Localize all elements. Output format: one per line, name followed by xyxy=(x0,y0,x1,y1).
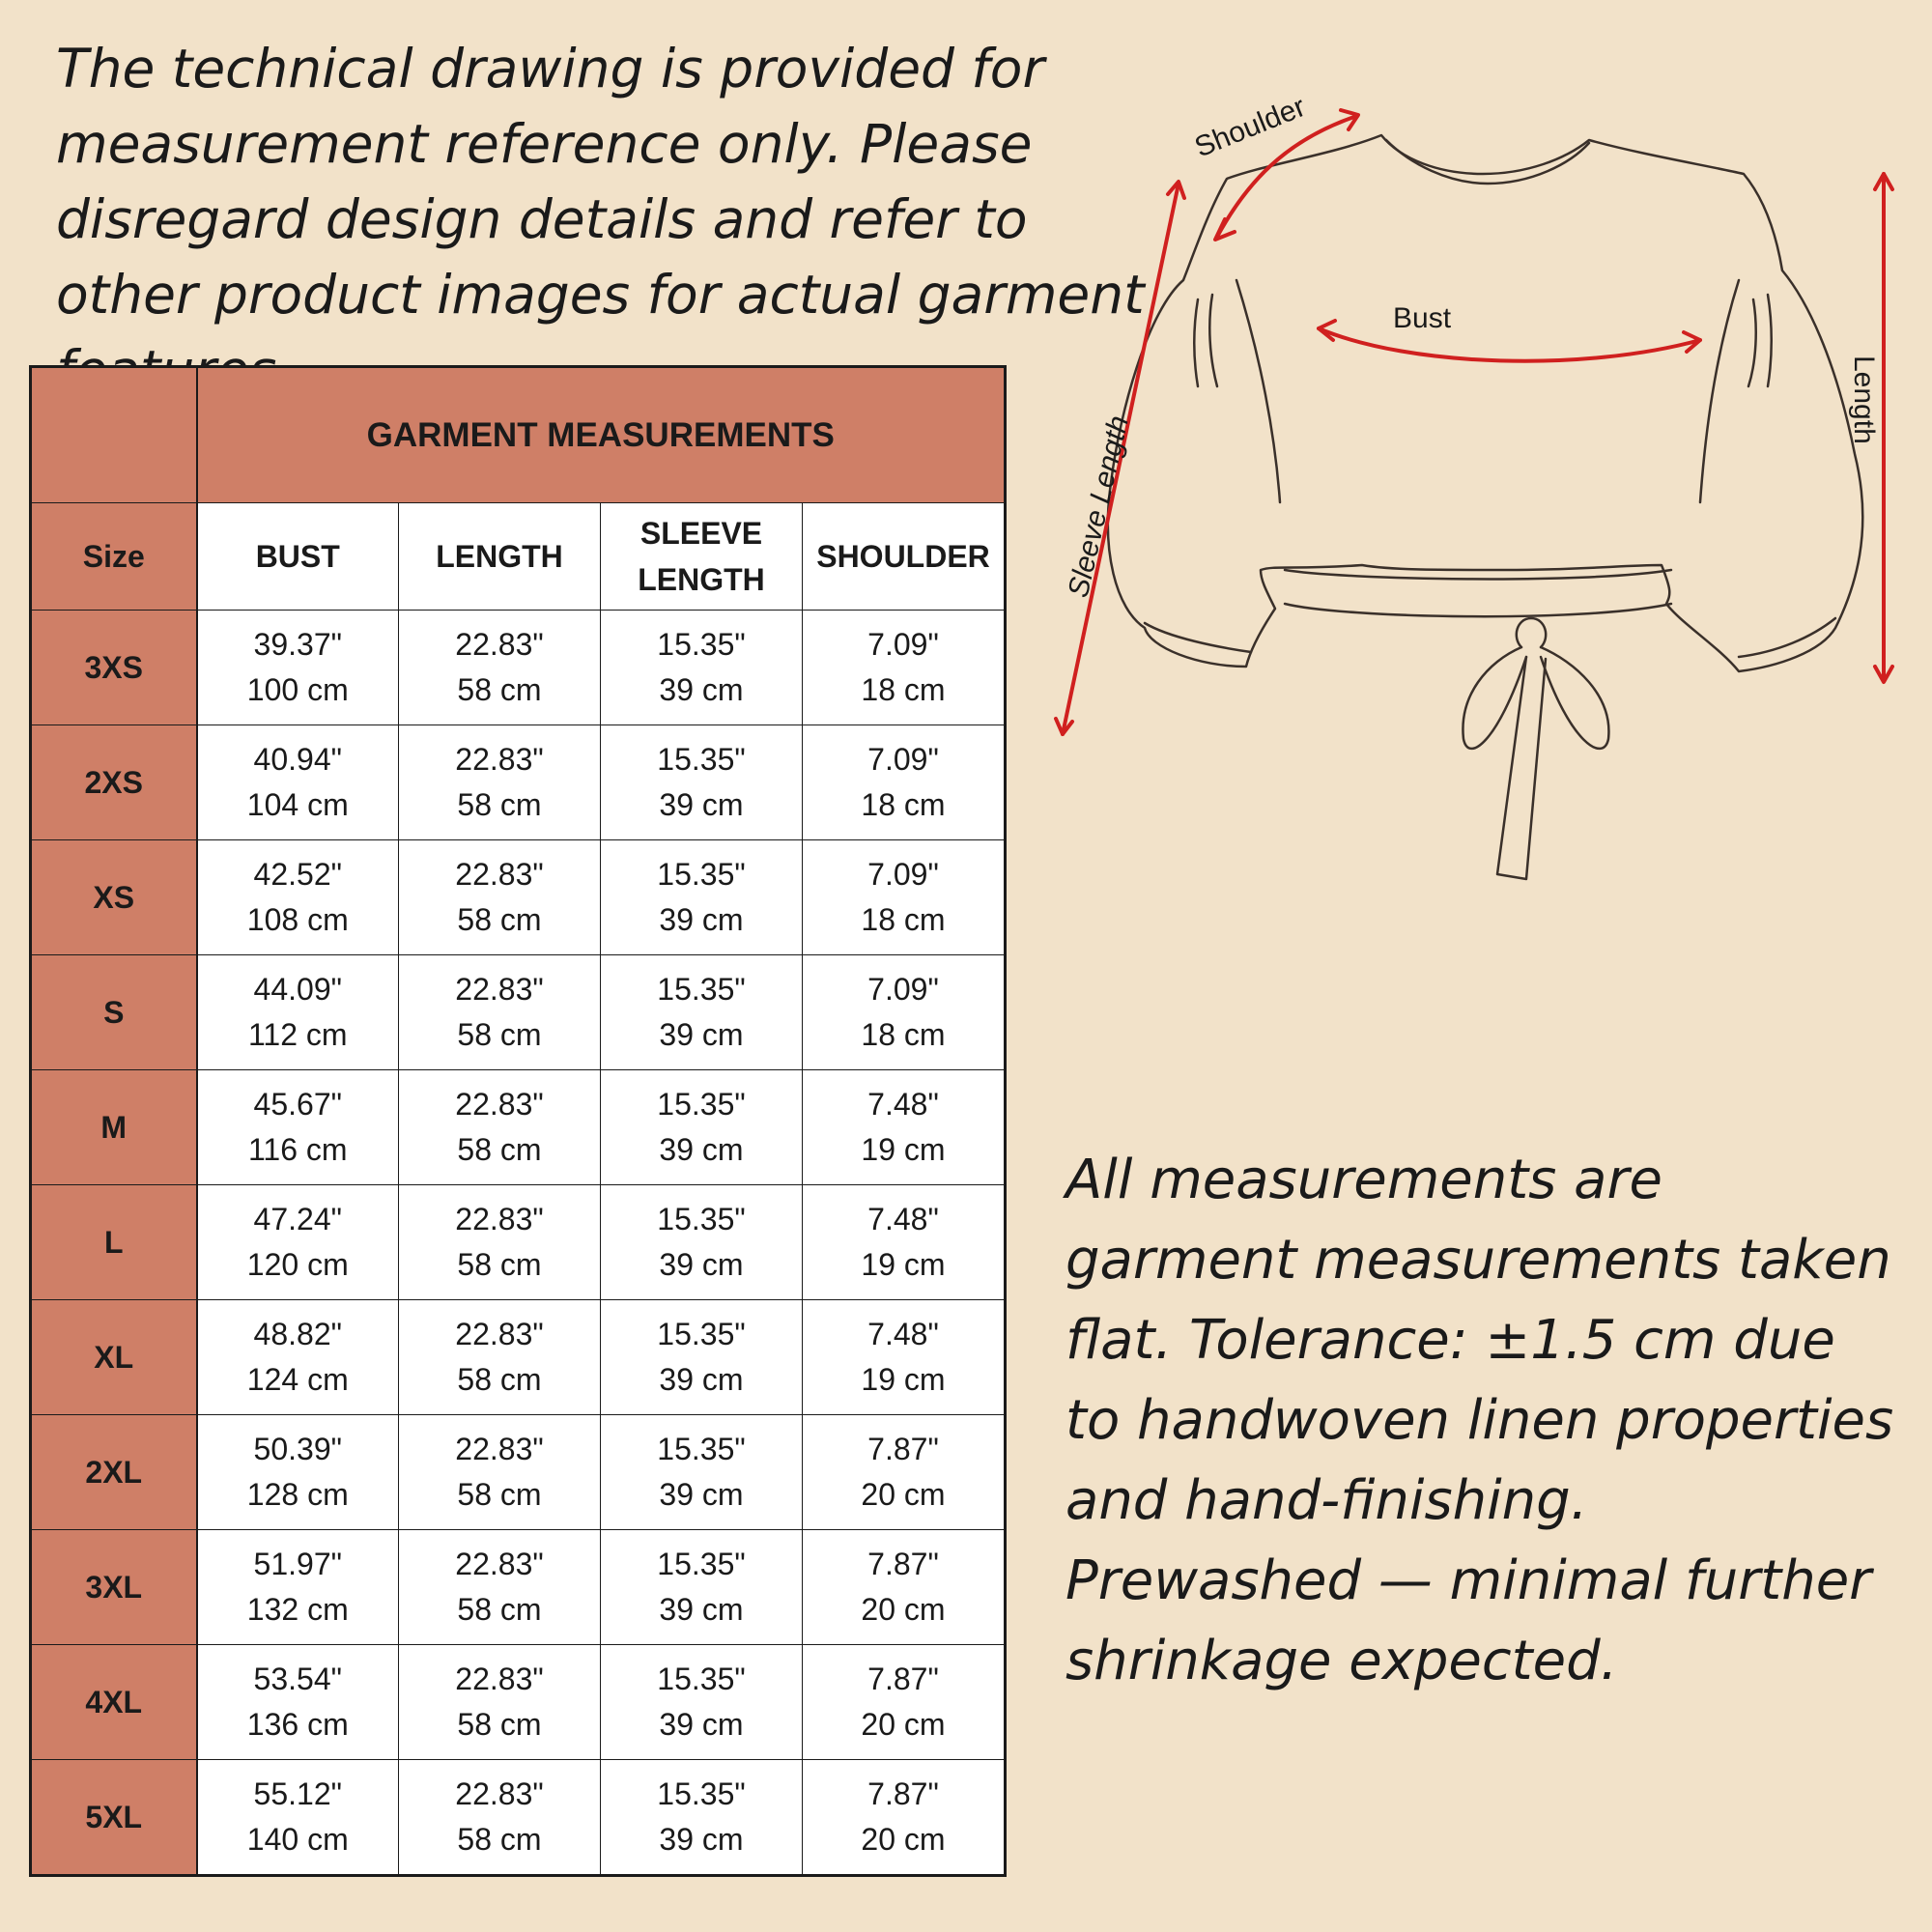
sleeve-length-value-cell xyxy=(601,1530,803,1645)
shoulder-inches: 7.48" xyxy=(867,1202,939,1236)
table-corner-cell xyxy=(31,367,197,503)
bust-centimeters: 140 cm xyxy=(246,1822,349,1857)
shoulder-inches: 7.87" xyxy=(867,1776,939,1811)
bust-centimeters: 128 cm xyxy=(246,1477,349,1512)
bust-value-cell xyxy=(197,1300,399,1415)
shoulder-inches: 7.09" xyxy=(867,972,939,1007)
shoulder-centimeters: 19 cm xyxy=(861,1247,946,1282)
garment-right-armhole xyxy=(1700,280,1739,502)
shoulder-inches: 7.87" xyxy=(867,1662,939,1696)
shoulder-value-cell xyxy=(803,1415,1006,1530)
bust-value-cell xyxy=(197,1645,399,1760)
sleeve-length-centimeters: 39 cm xyxy=(659,1822,744,1857)
shoulder-centimeters: 19 cm xyxy=(861,1132,946,1167)
table-row xyxy=(31,611,1006,725)
table-row xyxy=(31,1300,1006,1415)
sleeve-length-value-cell xyxy=(601,1070,803,1185)
shoulder-inches: 7.09" xyxy=(867,857,939,892)
table-header-row xyxy=(31,503,1006,611)
sleeve-length-inches: 15.35" xyxy=(657,1662,746,1696)
bust-measure-arrow xyxy=(1319,328,1700,361)
shoulder-value-cell xyxy=(803,1645,1006,1760)
sleeve-length-inches: 15.35" xyxy=(657,1087,746,1122)
bust-value-cell xyxy=(197,725,399,840)
length-inches: 22.83" xyxy=(455,742,544,777)
sleeve-length-centimeters: 39 cm xyxy=(659,1362,744,1397)
shoulder-centimeters: 18 cm xyxy=(861,787,946,822)
size-label-cell: 4XL xyxy=(31,1645,197,1760)
shoulder-column-header: SHOULDER xyxy=(803,503,1006,611)
shoulder-centimeters: 18 cm xyxy=(861,902,946,937)
length-centimeters: 58 cm xyxy=(457,1707,542,1742)
sleeve-length-centimeters: 39 cm xyxy=(659,1707,744,1742)
length-value-cell xyxy=(399,955,601,1070)
bust-centimeters: 120 cm xyxy=(246,1247,349,1282)
bust-centimeters: 100 cm xyxy=(246,672,349,707)
size-label-cell: 3XS xyxy=(31,611,197,725)
intro-text: The technical drawing is provided for measurement reference only. Please disregard design details and refer to other product images for actual garment xyxy=(56,38,1145,326)
sleeve-length-inches: 15.35" xyxy=(657,742,746,777)
length-column-header: LENGTH xyxy=(399,503,601,611)
table-title: GARMENT MEASUREMENTS xyxy=(197,367,1006,503)
length-centimeters: 58 cm xyxy=(457,672,542,707)
bust-inches: 50.39" xyxy=(253,1432,342,1466)
length-centimeters: 58 cm xyxy=(457,1247,542,1282)
garment-tie-knot xyxy=(1517,618,1546,647)
sleeve-length-inches: 15.35" xyxy=(657,857,746,892)
shoulder-inches: 7.09" xyxy=(867,627,939,662)
table-row xyxy=(31,840,1006,955)
shoulder-inches: 7.87" xyxy=(867,1547,939,1581)
length-value-cell xyxy=(399,1415,601,1530)
length-centimeters: 58 cm xyxy=(457,1592,542,1627)
bust-centimeters: 108 cm xyxy=(246,902,349,937)
sleeve-length-value-cell xyxy=(601,1185,803,1300)
sleeve-length-inches: 15.35" xyxy=(657,1202,746,1236)
bust-value-cell xyxy=(197,1530,399,1645)
length-centimeters: 58 cm xyxy=(457,1477,542,1512)
bust-centimeters: 104 cm xyxy=(246,787,349,822)
length-centimeters: 58 cm xyxy=(457,902,542,937)
bust-label: Bust xyxy=(1393,302,1452,334)
length-value-cell xyxy=(399,1300,601,1415)
garment-tie-loop-right xyxy=(1541,647,1608,749)
sleeve-length-centimeters: 39 cm xyxy=(659,1477,744,1512)
shoulder-centimeters: 18 cm xyxy=(861,672,946,707)
bust-column-header: BUST xyxy=(197,503,399,611)
size-chart-table xyxy=(29,365,1007,1877)
length-centimeters: 58 cm xyxy=(457,787,542,822)
sleeve-length-inches: 15.35" xyxy=(657,627,746,662)
length-value-cell xyxy=(399,725,601,840)
shoulder-label: Shoulder xyxy=(1190,90,1310,164)
length-value-cell xyxy=(399,1645,601,1760)
size-label-cell: 3XL xyxy=(31,1530,197,1645)
sleeve-length-centimeters: 39 cm xyxy=(659,902,744,937)
garment-hem-band xyxy=(1285,570,1671,616)
shoulder-centimeters: 20 cm xyxy=(861,1477,946,1512)
size-label-cell: 2XS xyxy=(31,725,197,840)
bust-inches: 51.97" xyxy=(253,1547,342,1581)
size-label-cell: M xyxy=(31,1070,197,1185)
length-value-cell xyxy=(399,1070,601,1185)
shoulder-value-cell xyxy=(803,840,1006,955)
shoulder-centimeters: 20 cm xyxy=(861,1592,946,1627)
garment-technical-drawing xyxy=(1005,68,1932,937)
length-inches: 22.83" xyxy=(455,972,544,1007)
sleeve-length-centimeters: 39 cm xyxy=(659,672,744,707)
length-inches: 22.83" xyxy=(455,627,544,662)
sleeve-length-value-cell xyxy=(601,1645,803,1760)
bust-inches: 48.82" xyxy=(253,1317,342,1351)
size-label-cell: XL xyxy=(31,1300,197,1415)
bust-centimeters: 116 cm xyxy=(247,1132,348,1167)
length-inches: 22.83" xyxy=(455,1317,544,1351)
length-inches: 22.83" xyxy=(455,1432,544,1466)
sleeve-length-value-cell xyxy=(601,1760,803,1876)
length-inches: 22.83" xyxy=(455,1547,544,1581)
size-label-cell: S xyxy=(31,955,197,1070)
garment-tie-end xyxy=(1497,657,1546,879)
bust-value-cell xyxy=(197,840,399,955)
garment-outline xyxy=(1108,135,1862,671)
length-value-cell xyxy=(399,1185,601,1300)
shoulder-value-cell xyxy=(803,1185,1006,1300)
bust-centimeters: 124 cm xyxy=(246,1362,349,1397)
bust-value-cell xyxy=(197,1415,399,1530)
length-inches: 22.83" xyxy=(455,1202,544,1236)
tolerance-note: All measurements are garment measurements taken flat. Tolerance: ±1.5 cm due to handwoven linen properties and hand-finishing. Prewashed — minimal further shrinkage expected. xyxy=(1065,1149,1894,1692)
table-row xyxy=(31,1645,1006,1760)
sleeve-length-value-cell xyxy=(601,725,803,840)
size-label-cell: XS xyxy=(31,840,197,955)
bust-inches: 55.12" xyxy=(253,1776,342,1811)
shoulder-inches: 7.09" xyxy=(867,742,939,777)
sleeve-length-inches: 15.35" xyxy=(657,972,746,1007)
garment-right-cuff xyxy=(1739,618,1835,657)
table-row xyxy=(31,725,1006,840)
length-centimeters: 58 cm xyxy=(457,1822,542,1857)
shoulder-value-cell xyxy=(803,1070,1006,1185)
shoulder-inches: 7.48" xyxy=(867,1087,939,1122)
bust-value-cell xyxy=(197,955,399,1070)
length-value-cell xyxy=(399,1530,601,1645)
bust-inches: 53.54" xyxy=(253,1662,342,1696)
length-value-cell xyxy=(399,840,601,955)
shoulder-value-cell xyxy=(803,955,1006,1070)
bust-value-cell xyxy=(197,611,399,725)
length-inches: 22.83" xyxy=(455,857,544,892)
table-title-row xyxy=(31,367,1006,503)
sleeve-length-centimeters: 39 cm xyxy=(659,1017,744,1052)
shoulder-centimeters: 18 cm xyxy=(861,1017,946,1052)
shoulder-arrowhead-start xyxy=(1215,219,1235,240)
bust-inches: 47.24" xyxy=(253,1202,342,1236)
garment-sleeve-gathers xyxy=(1194,295,1772,386)
length-centimeters: 58 cm xyxy=(457,1017,542,1052)
bust-inches: 39.37" xyxy=(253,627,342,662)
sleeve-length-header-text: SLEEVE LENGTH xyxy=(638,516,765,597)
bust-centimeters: 136 cm xyxy=(246,1707,349,1742)
bust-inches: 40.94" xyxy=(253,742,342,777)
table-row xyxy=(31,1760,1006,1876)
sleeve-length-value-cell xyxy=(601,1300,803,1415)
bust-inches: 42.52" xyxy=(253,857,342,892)
shoulder-value-cell xyxy=(803,1760,1006,1876)
bust-value-cell xyxy=(197,1760,399,1876)
table-row xyxy=(31,1185,1006,1300)
table-row xyxy=(31,1530,1006,1645)
length-centimeters: 58 cm xyxy=(457,1132,542,1167)
bust-value-cell xyxy=(197,1185,399,1300)
bust-centimeters: 112 cm xyxy=(247,1017,348,1052)
sleeve-length-inches: 15.35" xyxy=(657,1547,746,1581)
length-inches: 22.83" xyxy=(455,1776,544,1811)
length-value-cell xyxy=(399,1760,601,1876)
table-row xyxy=(31,955,1006,1070)
shoulder-inches: 7.87" xyxy=(867,1432,939,1466)
size-label-cell: 5XL xyxy=(31,1760,197,1876)
shoulder-value-cell xyxy=(803,1300,1006,1415)
length-label: Length xyxy=(1848,355,1880,444)
sleeve-length-value-cell xyxy=(601,840,803,955)
bust-inches: 45.67" xyxy=(253,1087,342,1122)
sleeve-length-value-cell xyxy=(601,1415,803,1530)
bust-inches: 44.09" xyxy=(253,972,342,1007)
shoulder-value-cell xyxy=(803,1530,1006,1645)
size-column-header: Size xyxy=(31,503,197,611)
sleeve-length-centimeters: 39 cm xyxy=(659,1247,744,1282)
length-inches: 22.83" xyxy=(455,1087,544,1122)
length-centimeters: 58 cm xyxy=(457,1362,542,1397)
table-row xyxy=(31,1415,1006,1530)
sleeve-length-inches: 15.35" xyxy=(657,1432,746,1466)
sleeve-length-value-cell xyxy=(601,955,803,1070)
shoulder-centimeters: 20 cm xyxy=(861,1707,946,1742)
shoulder-inches: 7.48" xyxy=(867,1317,939,1351)
table-row xyxy=(31,1070,1006,1185)
sleeve-length-centimeters: 39 cm xyxy=(659,1592,744,1627)
bust-value-cell xyxy=(197,1070,399,1185)
sleeve-length-centimeters: 39 cm xyxy=(659,1132,744,1167)
size-label-cell: L xyxy=(31,1185,197,1300)
sleeve-length-centimeters: 39 cm xyxy=(659,787,744,822)
shoulder-centimeters: 20 cm xyxy=(861,1822,946,1857)
sleeve-length-value-cell xyxy=(601,611,803,725)
length-value-cell xyxy=(399,611,601,725)
shoulder-value-cell xyxy=(803,611,1006,725)
sleeve-length-inches: 15.35" xyxy=(657,1317,746,1351)
bust-centimeters: 132 cm xyxy=(246,1592,349,1627)
sleeve-length-inches: 15.35" xyxy=(657,1776,746,1811)
garment-left-armhole xyxy=(1236,280,1280,502)
size-label-cell: 2XL xyxy=(31,1415,197,1530)
shoulder-centimeters: 19 cm xyxy=(861,1362,946,1397)
length-inches: 22.83" xyxy=(455,1662,544,1696)
sleeve-length-column-header xyxy=(601,503,803,611)
garment-left-cuff xyxy=(1145,623,1251,652)
sleeve-length-label: Sleeve Length xyxy=(1062,412,1135,601)
shoulder-value-cell xyxy=(803,725,1006,840)
